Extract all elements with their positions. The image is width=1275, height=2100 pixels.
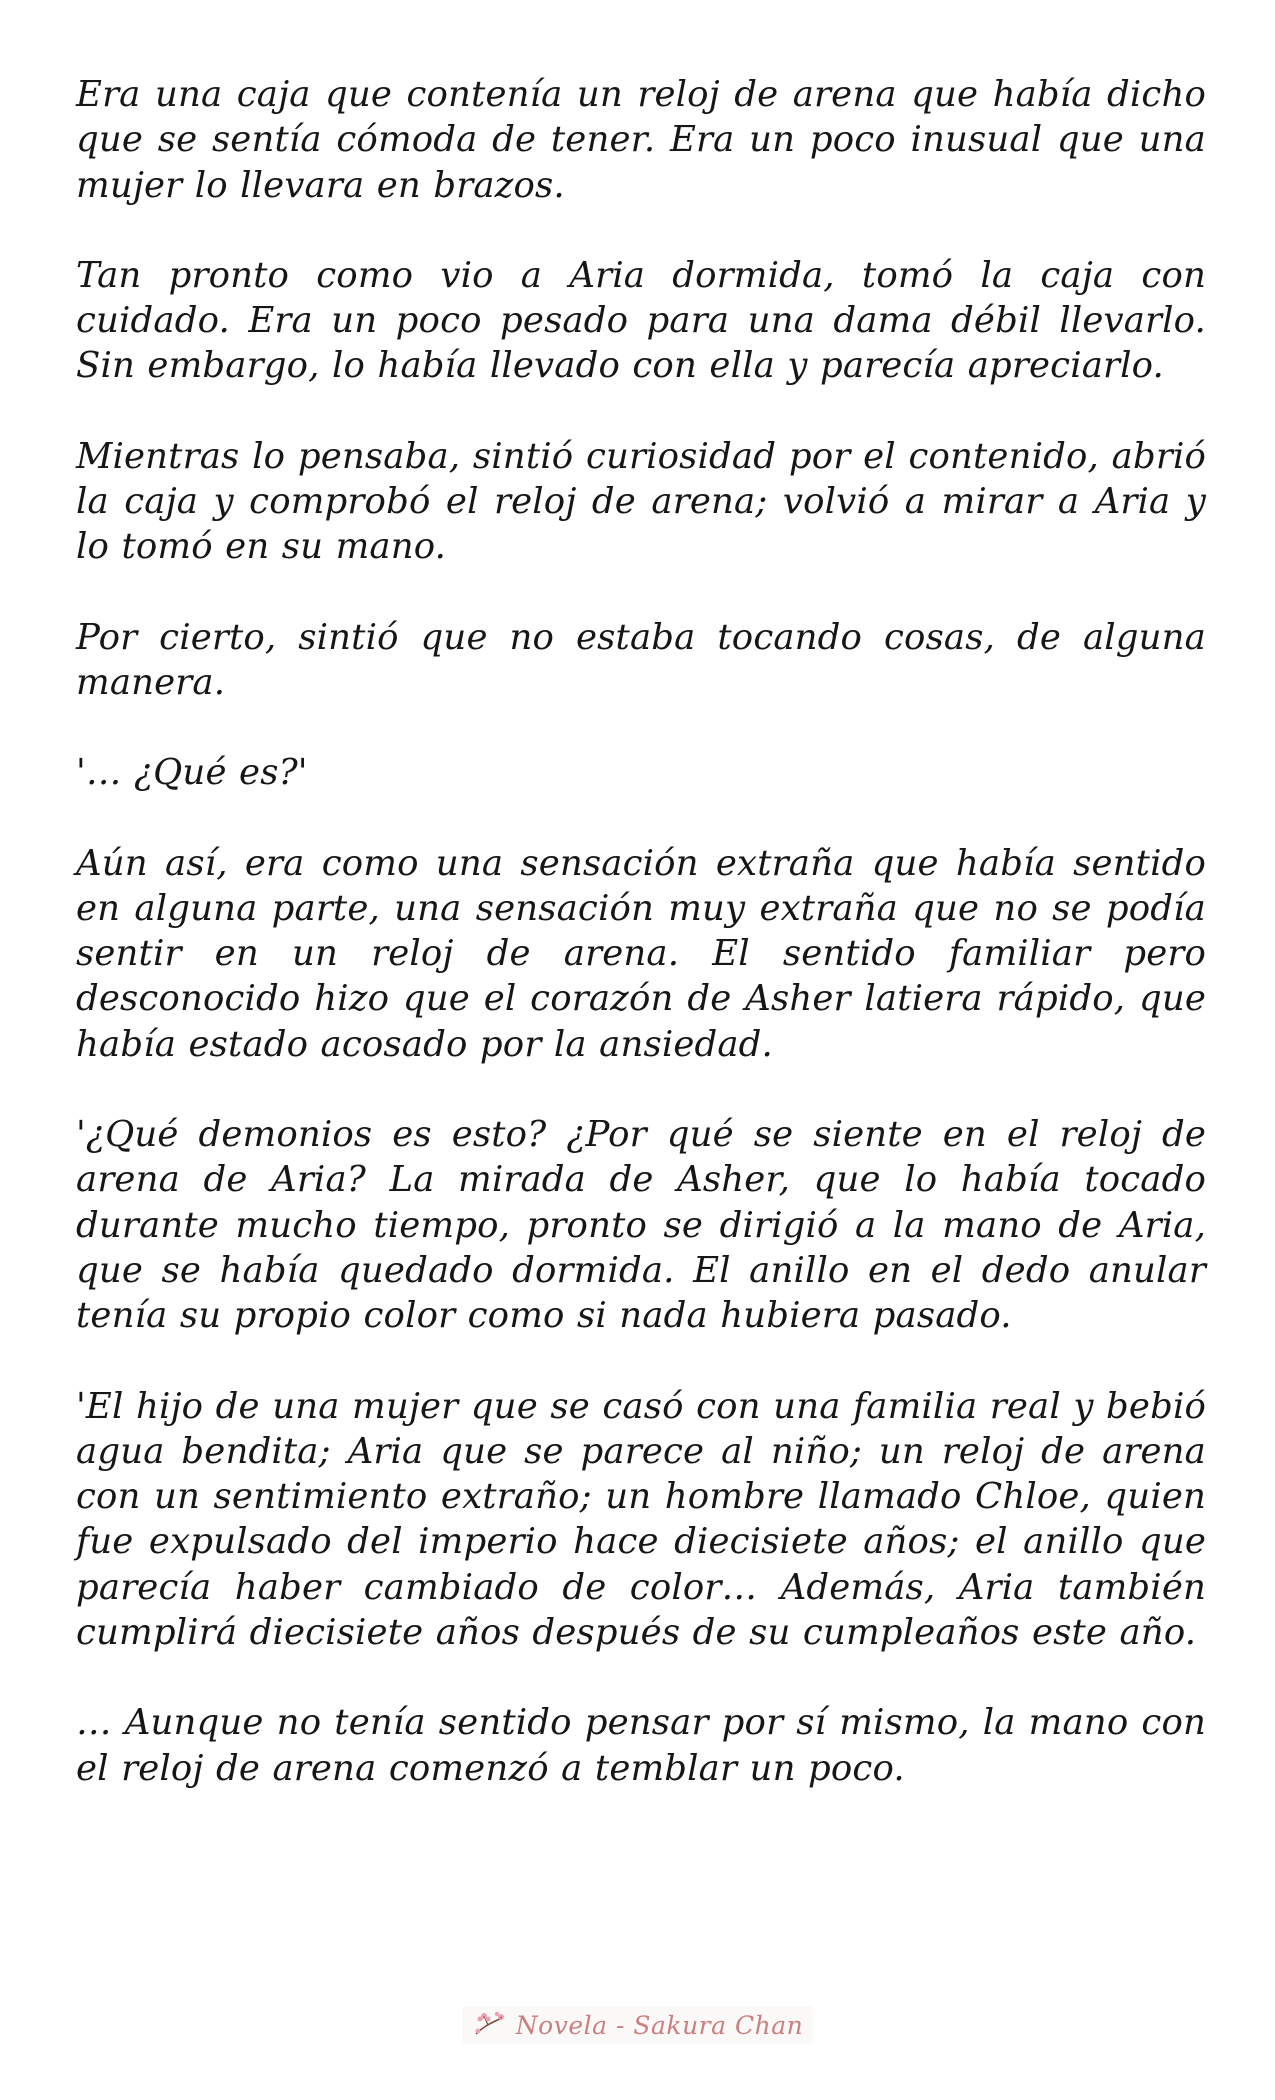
paragraph-9: … Aunque no tenía sentido pensar por sí mismo, la mano con el reloj de arena comenzó a temblar un poco.	[76, 1702, 1206, 1789]
watermark-badge	[462, 2006, 813, 2044]
paragraph-3: Mientras lo pensaba, sintió curiosidad por el contenido, abrió la caja y comprobó el reloj de arena; volvió a mirar a Aria y lo tomó en su mano.	[76, 435, 1206, 568]
document-body	[76, 72, 1206, 1836]
paragraph-7: '¿Qué demonios es esto? ¿Por qué se siente en el reloj de arena de Aria? La mirada de Asher, que lo había tocado durante mucho tiempo, pronto se dirigió a la mano de Aria, que se había quedado dormida. El anillo en el dedo anular tenía su propio color como si nada hubiera pasado.	[76, 1114, 1206, 1337]
watermark	[0, 2006, 1275, 2044]
paragraph-1: Era una caja que contenía un reloj de arena que había dicho que se sentía cómoda de tener. Era un poco inusual que una mujer lo llevara en brazos.	[76, 74, 1206, 206]
paragraph-5: '… ¿Qué es?'	[76, 752, 308, 794]
paragraph-6: Aún así, era como una sensación extraña que había sentido en alguna parte, una sensación muy extraña que no se podía sentir en un reloj de arena. El sentido familiar pero desconocido hizo que el corazón de Asher latiera rápido, que había estado acosado por la ansiedad.	[76, 842, 1206, 1065]
watermark-text: Novela - Sakura Chan	[515, 2010, 804, 2040]
cherry-blossom-icon	[472, 2010, 508, 2040]
paragraph-2: Tan pronto como vio a Aria dormida, tomó la caja con cuidado. Era un poco pesado para una dama débil llevarlo. Sin embargo, lo había llevado con ella y parecía apreciarlo.	[76, 254, 1206, 387]
paragraph-4: Por cierto, sintió que no estaba tocando cosas, de alguna manera.	[76, 616, 1206, 703]
paragraph-8: 'El hijo de una mujer que se casó con una familia real y bebió agua bendita; Aria que se parece al niño; un reloj de arena con un sentimiento extraño; un hombre llamado Chloe, quien fue expulsado del imperio hace diecisiete años; el anillo que parecía haber cambiado de color… Además, Aria también cumplirá diecisiete años después de su cumpleaños este año.	[76, 1385, 1206, 1654]
